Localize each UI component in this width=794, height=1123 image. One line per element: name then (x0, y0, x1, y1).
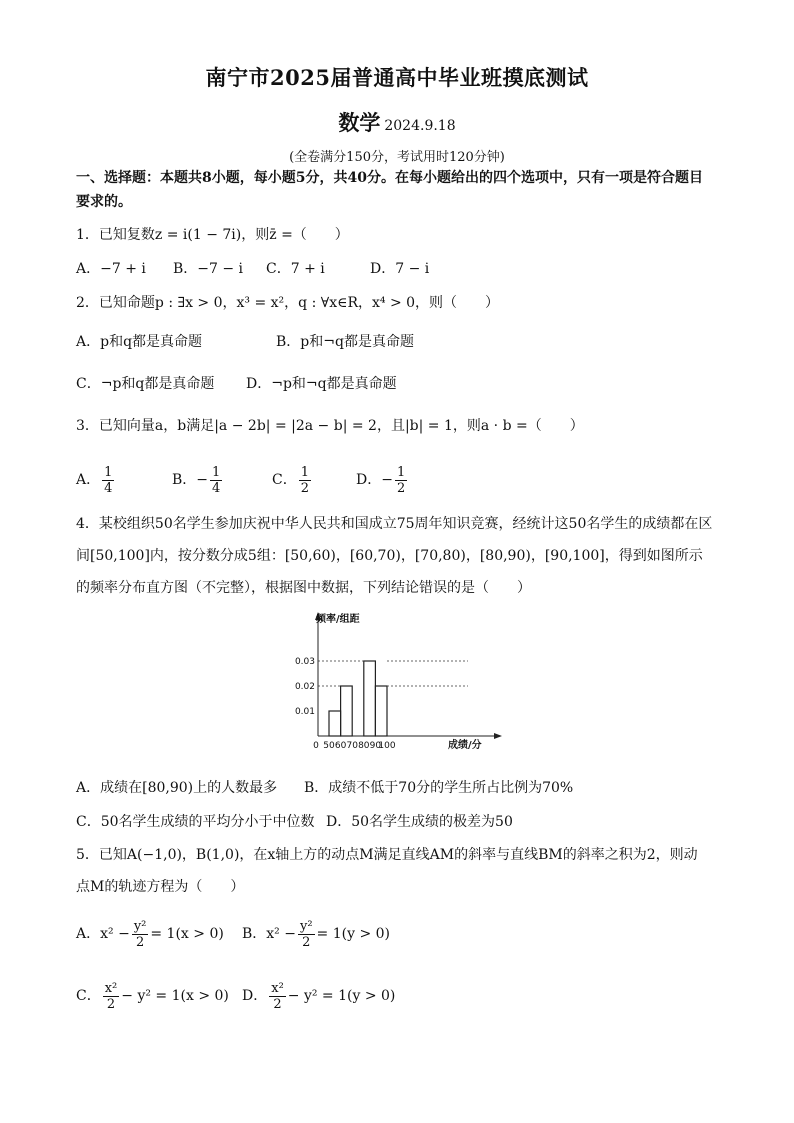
exam-note: (全卷满分150分，考试用时120分钟) (289, 150, 505, 165)
x-tick-label: 80 (358, 741, 370, 751)
x-axis-arrow (494, 733, 502, 739)
q4-option-d: D．50名学生成绩的极差为50 (326, 814, 513, 830)
q5-option-c-prefix: C． (76, 988, 101, 1004)
q5-options-row2 (76, 976, 395, 1016)
q3-option-b-fraction (210, 465, 222, 496)
section-heading-line1: 一、选择题：本题共8小题，每小题5分，共40分。在每小题给出的四个选项中，只有一项是符合题目 (76, 170, 703, 186)
x-tick-label: 100 (378, 741, 396, 751)
q3-option-d-label: D．− (356, 472, 393, 488)
q5-option-a-suffix: = 1(x > 0) (150, 926, 224, 942)
q5-option-d-suffix: − y² = 1(y > 0) (287, 988, 396, 1004)
q5-option-b (242, 914, 390, 954)
q4-stem-line2: 间[50,100]内，按分数分成5组：[50,60)，[60,70)，[70,80)，[80,90)，[90,100]，得到如图所示 (76, 548, 703, 564)
fraction-numerator: y² (133, 918, 147, 934)
fraction-denominator: 2 (396, 480, 406, 496)
histogram-bar (375, 686, 387, 736)
fraction-denominator: 4 (212, 480, 221, 496)
section-heading-line2: 要求的。 (76, 194, 132, 210)
q2-option-c: C．¬p和q都是真命题 (76, 376, 215, 392)
fraction-numerator: x² (104, 980, 118, 996)
q5-option-d-fraction (269, 981, 286, 1012)
q5-options-row1 (76, 914, 390, 954)
q5-option-c-fraction (103, 981, 120, 1012)
fraction-numerator: x² (271, 980, 284, 996)
q5-option-a (76, 914, 242, 954)
y-tick-label: 0.01 (294, 707, 315, 717)
q3-option-c-fraction (299, 465, 311, 496)
q5-option-c (76, 976, 242, 1016)
fraction-denominator: 2 (135, 934, 145, 950)
q5-option-b-suffix: = 1(y > 0) (316, 926, 391, 942)
fraction-numerator: 1 (104, 464, 113, 480)
fraction-numerator: 1 (212, 464, 221, 480)
x-tick-label: 70 (346, 741, 358, 751)
q3-option-c (272, 460, 356, 500)
q4-stem-line1: 4．某校组织50名学生参加庆祝中华人民共和国成立75周年知识竞赛，经统计这50名学生的成绩都在区 (76, 516, 713, 532)
q3-option-b (172, 460, 272, 500)
q5-stem-line2: 点M的轨迹方程为（ ） (76, 879, 245, 895)
q5-option-c-suffix: − y² = 1(x > 0) (121, 988, 229, 1004)
q4-option-c: C．50名学生成绩的平均分小于中位数 (76, 814, 315, 830)
fraction-numerator: y² (299, 918, 313, 934)
q3-option-c-label: C． (272, 472, 297, 488)
q2-stem: 2．已知命题p : ∃x > 0，x³ = x²，q : ∀x∈R，x⁴ > 0，则（ ） (76, 295, 500, 311)
fraction-denominator: 2 (302, 934, 311, 950)
x-tick-label: 0 (313, 741, 319, 751)
q1-option-b: B．−7 − i (173, 261, 244, 277)
q2-options-row2 (76, 374, 397, 394)
q5-option-b-prefix: B．x² − (242, 926, 296, 942)
histogram-bar (329, 711, 341, 736)
q5-option-b-fraction (298, 919, 315, 950)
fraction-denominator: 2 (273, 996, 282, 1012)
x-axis-label: 成绩/分 (448, 740, 482, 751)
x-tick-label: 50 (323, 741, 335, 751)
fraction-denominator: 4 (104, 480, 113, 496)
x-tick-label: 60 (334, 741, 347, 751)
q5-option-d (242, 976, 395, 1016)
q5-stem-line1: 5．已知A(−1,0)，B(1,0)，在x轴上方的动点M满足直线AM的斜率与直线BM的斜率之积为2，则动 (76, 847, 698, 863)
q3-option-d (356, 460, 409, 500)
histogram-bar (364, 661, 376, 736)
q2-option-b: B．p和¬q都是真命题 (276, 334, 414, 350)
q5-option-a-fraction (132, 919, 149, 950)
y-tick-label: 0.03 (294, 657, 315, 667)
q5-option-d-prefix: D． (242, 988, 268, 1004)
histogram-chart (290, 606, 510, 756)
q1-options (76, 259, 429, 279)
q5-option-a-prefix: A．x² − (76, 926, 130, 942)
fraction-numerator: 1 (396, 464, 406, 480)
q1-stem: 1．已知复数z = i(1 − 7i)，则z̄ =（ ） (76, 227, 349, 243)
x-tick-label: 90 (369, 741, 382, 751)
histogram-svg (290, 606, 510, 756)
exam-date: 2024.9.18 (384, 118, 456, 134)
q4-option-a: A．成绩在[80,90)上的人数最多 (76, 780, 278, 796)
exam-title: 南宁市2025届普通高中毕业班摸底测试 (205, 65, 589, 90)
q3-option-a (76, 460, 172, 500)
q4-option-b: B．成绩不低于70分的学生所占比例为70% (304, 780, 574, 796)
exam-subtitle (0, 107, 794, 137)
subject-label: 数学 (338, 110, 381, 135)
q4-options-row2 (76, 812, 513, 832)
q1-option-d: D．7 − i (370, 261, 430, 277)
y-axis-label: 频率/组距 (316, 614, 360, 625)
y-tick-label: 0.02 (294, 682, 315, 692)
q3-option-d-fraction (395, 465, 407, 496)
histogram-bar (341, 686, 353, 736)
q3-options (76, 460, 409, 500)
q4-stem-line3: 的频率分布直方图（不完整），根据图中数据，下列结论错误的是（ ） (76, 580, 531, 596)
q2-option-d: D．¬p和¬q都是真命题 (246, 376, 397, 392)
q1-option-c: C．7 + i (266, 261, 325, 277)
q3-option-b-label: B．− (172, 472, 209, 488)
q4-options-row1 (76, 778, 573, 798)
q2-options-row1 (76, 332, 414, 352)
fraction-denominator: 2 (300, 480, 309, 496)
q3-stem: 3．已知向量a，b满足|a − 2b| = |2a − b| = 2，且|b| = 1，则a · b =（ ） (76, 418, 584, 434)
q3-option-a-fraction (102, 465, 114, 496)
q1-option-a: A．−7 + i (76, 261, 146, 277)
fraction-numerator: 1 (300, 464, 309, 480)
fraction-denominator: 2 (106, 996, 116, 1012)
q3-option-a-label: A． (76, 472, 101, 488)
q2-option-a: A．p和q都是真命题 (76, 334, 203, 350)
